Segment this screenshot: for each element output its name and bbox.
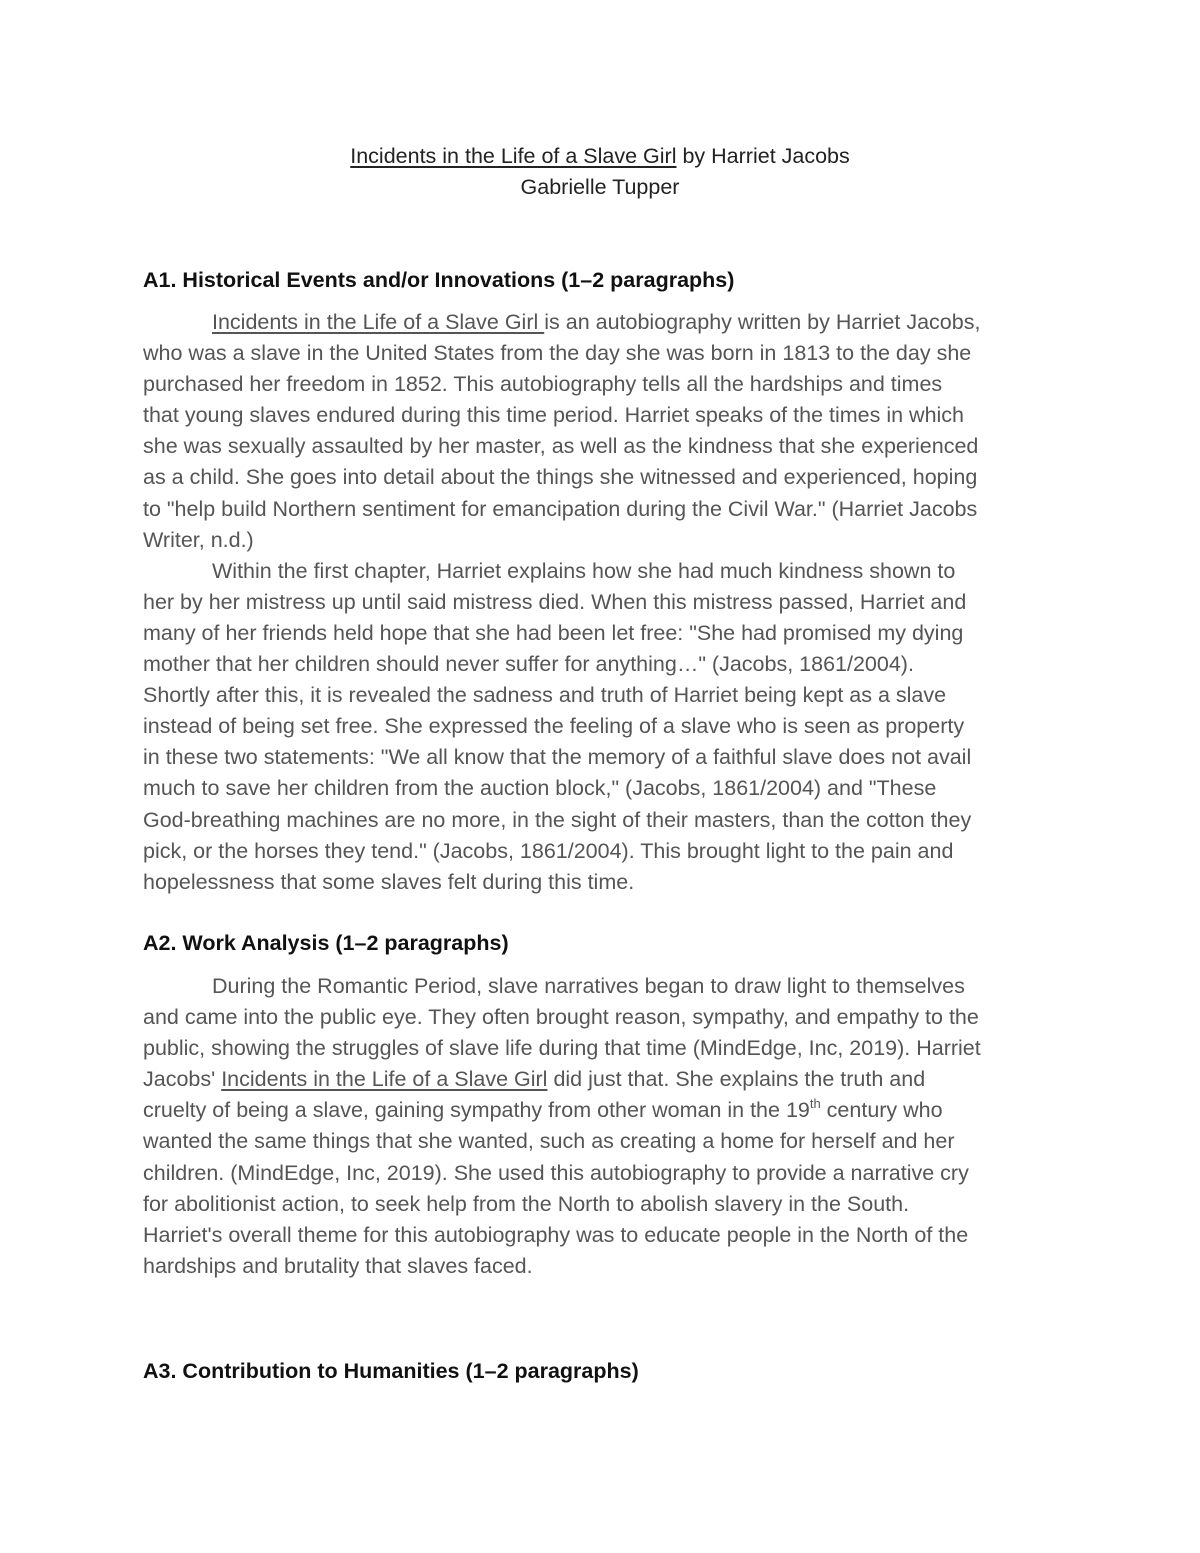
section-heading-a3: A3. Contribution to Humanities (1–2 paragraphs) [143,1359,639,1383]
paragraph-line: Incidents in the Life of a Slave Girl is an autobiography written by Harriet Jacobs, [212,310,981,334]
paragraph-line: hopelessness that some slaves felt during this time. [143,869,635,894]
paragraph-line: that young slaves endured during this time period. Harriet speaks of the times in which [143,403,965,428]
paragraph-line: purchased her freedom in 1852. This autobiography tells all the hardships and times [143,372,943,397]
paragraph-line: to "help build Northern sentiment for emancipation during the Civil War." (Harriet Jacobs [143,496,978,521]
paragraph-line: Within the first chapter, Harriet explains how she had much kindness shown to [212,558,956,583]
paragraph-line: instead of being set free. She expressed the feeling of a slave who is seen as property [143,714,965,739]
paragraph-line: Writer, n.d.) [143,527,254,552]
ordinal-superscript: th [809,1096,821,1112]
student-name: Gabrielle Tupper [520,175,680,199]
paragraph-line: children. (MindEdge, Inc, 2019). She used this autobiography to provide a narrative cry [143,1160,969,1185]
paragraph-line: pick, or the horses they tend." (Jacobs, 1861/2004). This brought light to the pain and [143,838,954,863]
section-heading-a1: A1. Historical Events and/or Innovations (1–2 paragraphs) [143,268,735,292]
paragraph-line: as a child. She goes into detail about the things she witnessed and experienced, hoping [143,465,978,490]
book-title-ref: Incidents in the Life of a Slave Girl [221,1067,548,1092]
paragraph-line: Shortly after this, it is revealed the sadness and truth of Harriet being kept as a slave [143,683,947,708]
paragraph-line: Harriet's overall theme for this autobiography was to educate people in the North of the [143,1222,969,1247]
paragraph-line: wanted the same things that she wanted, such as creating a home for herself and her [143,1129,955,1154]
paragraph-line: she was sexually assaulted by her master, as well as the kindness that she experienced [143,434,979,459]
section-heading-a2: A2. Work Analysis (1–2 paragraphs) [143,931,509,955]
paragraph-line: mother that her children should never suffer for anything…" (Jacobs, 1861/2004). [143,652,914,677]
paragraph-line: Jacobs' Incidents in the Life of a Slave Girl did just that. She explains the truth and [143,1067,926,1092]
paragraph-line: her by her mistress up until said mistress died. When this mistress passed, Harriet and [143,589,967,614]
paragraph-line: much to save her children from the auction block," (Jacobs, 1861/2004) and "These [143,776,937,801]
paragraph-line: God-breathing machines are no more, in the sight of their masters, than the cotton they [143,807,972,832]
paragraph-line: who was a slave in the United States from the day she was born in 1813 to the day she [143,341,972,366]
paragraph-line: and came into the public eye. They often brought reason, sympathy, and empathy to the [143,1005,979,1030]
paragraph-line: public, showing the struggles of slave life during that time (MindEdge, Inc, 2019). Harriet [143,1036,981,1061]
book-title-ref: Incidents in the Life of a Slave Girl [212,310,545,334]
paragraph-line: hardships and brutality that slaves faced. [143,1253,533,1278]
section-body-a1 [143,307,1063,898]
paragraph-line: cruelty of being a slave, gaining sympathy from other woman in the 19th century who [143,1096,943,1123]
paragraph-line: in these two statements: "We all know that the memory of a faithful slave does not avail [143,745,972,770]
book-title: Incidents in the Life of a Slave Girl [350,144,677,168]
paragraph-line: During the Romantic Period, slave narratives began to draw light to themselves [212,974,965,998]
paragraph-line: many of her friends held hope that she had been let free: "She had promised my dying [143,620,964,645]
section-body-a2 [143,971,1063,1282]
book-author: by Harriet Jacobs [676,144,850,168]
document-title [0,141,1200,172]
paragraph-line: for abolitionist action, to seek help from the North to abolish slavery in the South. [143,1191,910,1216]
